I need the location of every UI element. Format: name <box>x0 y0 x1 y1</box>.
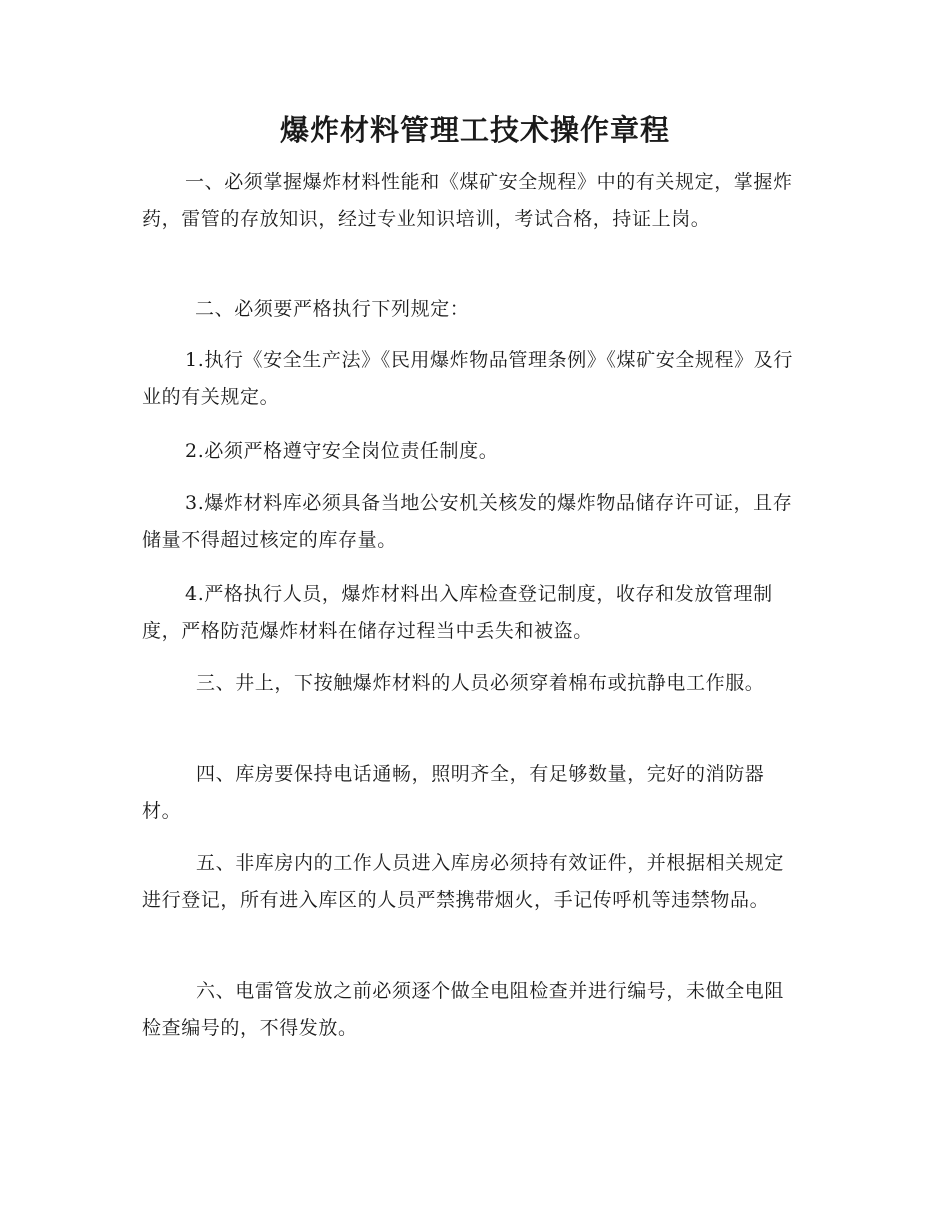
paragraph-9: 五、非库房内的工作人员进入库房必须持有效证件，并根据相关规定进行登记，所有进入库区的人员严禁携带烟火，手记传呼机等违禁物品。 <box>142 852 785 911</box>
paragraph-8: 四、库房要保持电话通畅，照明齐全，有足够数量，完好的消防器材。 <box>142 763 765 822</box>
paragraph-4: 2.必须严格遵守安全岗位责任制度。 <box>185 440 499 462</box>
paragraph-10: 六、电雷管发放之前必须逐个做全电阻检查并进行编号，未做全电阻检查编号的，不得发放。 <box>142 980 785 1039</box>
document-title: 爆炸材料管理工技术操作章程 <box>279 113 670 147</box>
paragraph-5: 3.爆炸材料库必须具备当地公安机关核发的爆炸物品储存许可证，且存储量不得超过核定的库存量。 <box>142 492 793 551</box>
paragraph-2: 二、必须要严格执行下列规定： <box>195 298 470 320</box>
paragraph-1: 一、必须掌握爆炸材料性能和《煤矿安全规程》中的有关规定，掌握炸药，雷管的存放知识，经过专业知识培训，考试合格，持证上岗。 <box>142 171 793 230</box>
paragraph-3: 1.执行《安全生产法》《民用爆炸物品管理条例》《煤矿安全规程》及行业的有关规定。 <box>142 349 793 408</box>
paragraph-6: 4.严格执行人员，爆炸材料出入库检查登记制度，收存和发放管理制度，严格防范爆炸材料在储存过程当中丢失和被盗。 <box>142 583 773 642</box>
paragraph-7: 三、井上，下按触爆炸材料的人员必须穿着棉布或抗静电工作服。 <box>196 672 765 694</box>
